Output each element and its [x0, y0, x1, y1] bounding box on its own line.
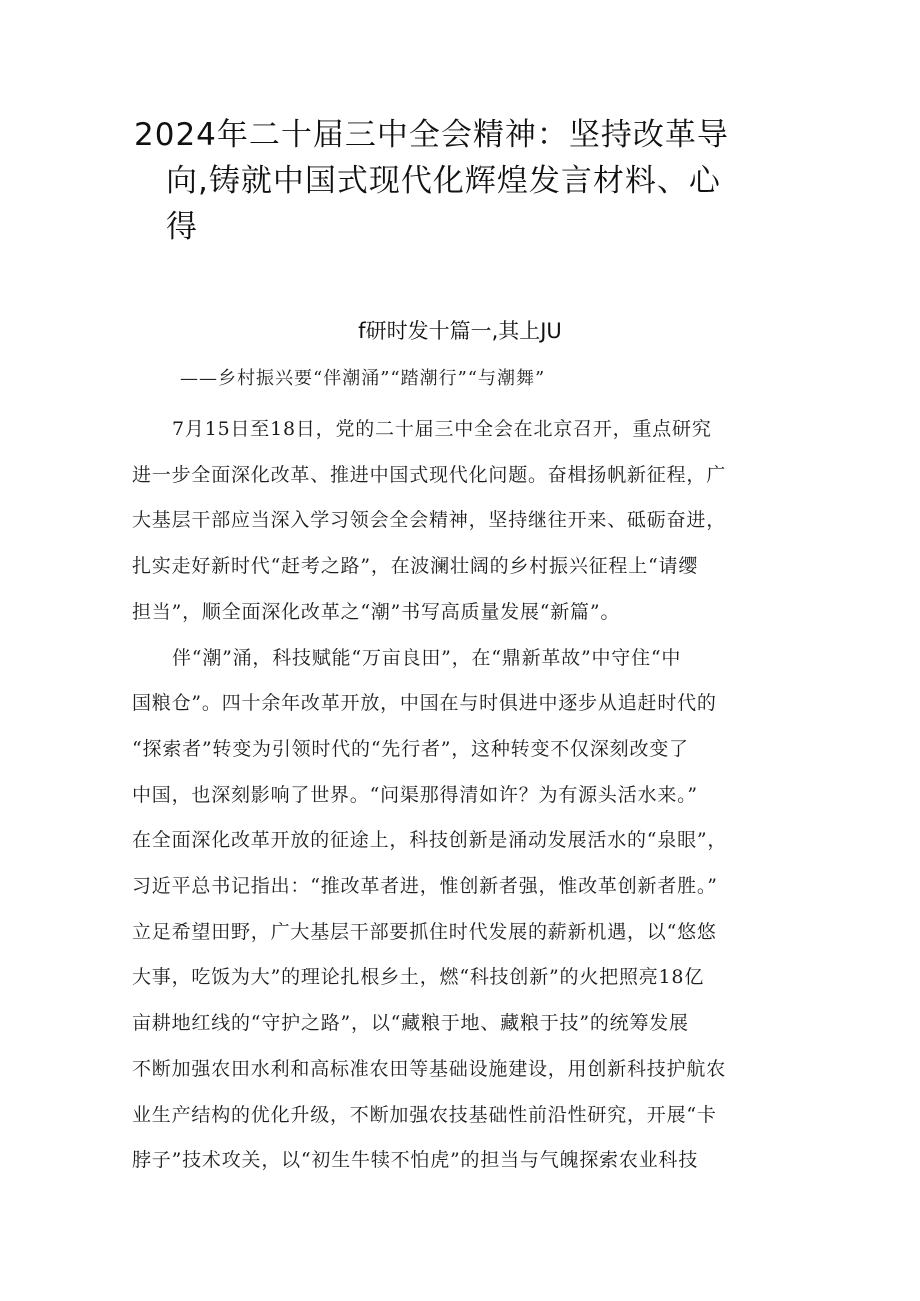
title-line-2: 向,铸就中国式现代化辉煌发言材料、心: [166, 163, 721, 199]
document-subtitle: f研时发十篇一,其上JU: [358, 319, 562, 343]
title-line-3: 得: [166, 209, 198, 245]
paragraph-line: 国粮仓”。四十余年改革开放，中国在与时俱进中逐步从追赶时代的: [132, 692, 717, 715]
paragraph-1: [132, 407, 792, 636]
paragraph-line: 担当”，顺全面深化改革之“潮”书写高质量发展“新篇”。: [132, 600, 621, 623]
paragraph-line: 在全面深化改革开放的征途上，科技创新是涌动发展活水的“泉眼”，: [132, 829, 728, 852]
title-line-1: 2024年二十届三中全会精神：坚持改革导: [134, 117, 729, 153]
paragraph-line: “探索者”转变为引领时代的“先行者”，这种转变不仅深刻改变了: [132, 737, 689, 760]
paragraph-line: 大事，吃饭为大”的理论扎根乡土，燃“科技创新”的火把照亮18亿: [132, 966, 705, 989]
document-title: [134, 112, 774, 250]
document-subheading: ——乡村振兴要“伴潮涌”“踏潮行”“与潮舞”: [180, 368, 546, 389]
document-body: [132, 407, 792, 1184]
paragraph-line: 业生产结构的优化升级，不断加强农技基础性前沿性研究，开展“卡: [132, 1103, 717, 1126]
paragraph-line: 中国，也深刻影响了世界。“问渠那得清如许？为有源头活水来。”: [132, 783, 698, 806]
paragraph-line: 立足希望田野，广大基层干部要抓住时代发展的薪新机遇，以“悠悠: [132, 920, 717, 943]
paragraph-line: 习近平总书记指出：“推改革者进，惟创新者强，惟改革创新者胜。”: [132, 875, 718, 898]
paragraph-line: 亩耕地红线的“守护之路”，以“藏粮于地、藏粮于技”的统筹发展: [132, 1012, 689, 1035]
paragraph-line: 7月15日至18日，党的二十届三中全会在北京召开，重点研究: [172, 418, 712, 440]
paragraph-line: 进一步全面深化改革、推进中国式现代化问题。奋楫扬帆新征程，广: [132, 463, 727, 486]
paragraph-line: 伴“潮”涌，科技赋能“万亩良田”，在“鼎新革故”中守住“中: [172, 646, 682, 669]
paragraph-line: 大基层干部应当深入学习领会全会精神，坚持继往开来、砥砺奋进，: [132, 509, 727, 532]
paragraph-line: 脖子”技术攻关，以“初生牛犊不怕虎”的担当与气魄探索农业科技: [132, 1149, 699, 1172]
paragraph-line: 不断加强农田水利和高标准农田等基础设施建设，用创新科技护航农: [132, 1057, 727, 1080]
paragraph-line: 扎实走好新时代“赶考之路”，在波澜壮阔的乡村振兴征程上“请缨: [132, 555, 699, 578]
paragraph-2: [132, 636, 792, 1184]
